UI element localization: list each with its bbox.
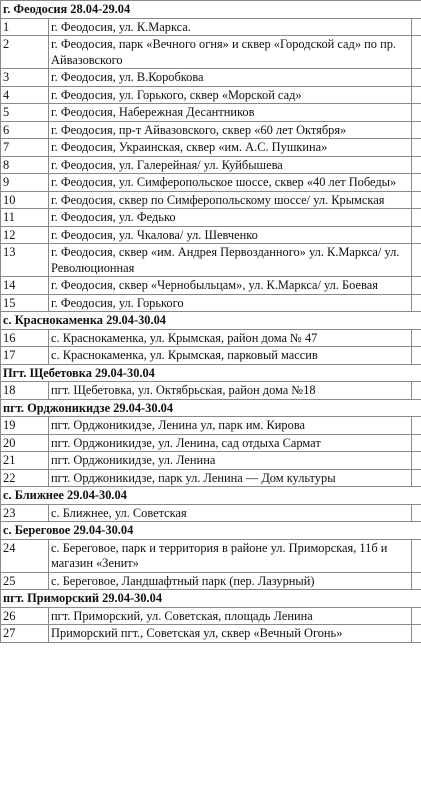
- table-row: [1, 329, 421, 347]
- row-number: 4: [1, 86, 49, 104]
- table-row: [1, 347, 421, 365]
- table-row: [1, 382, 421, 400]
- row-empty-cell: [412, 469, 421, 487]
- table-row: [1, 539, 421, 572]
- row-number: 15: [1, 294, 49, 312]
- row-number: 3: [1, 69, 49, 87]
- section-title: с. Ближнее 29.04-30.04: [1, 487, 421, 505]
- row-empty-cell: [412, 382, 421, 400]
- row-empty-cell: [412, 329, 421, 347]
- table-row: [1, 434, 421, 452]
- row-location: г. Феодосия, ул. Симферопольское шоссе, сквер «40 лет Победы»: [49, 174, 412, 192]
- row-location: г. Феодосия, сквер «им. Андрея Первозданного» ул. К.Маркса/ ул. Революционная: [49, 244, 412, 277]
- row-number: 5: [1, 104, 49, 122]
- table-row: [1, 226, 421, 244]
- section-header-row: [1, 522, 421, 540]
- section-header-row: [1, 1, 421, 19]
- row-empty-cell: [412, 18, 421, 36]
- row-number: 23: [1, 504, 49, 522]
- row-empty-cell: [412, 452, 421, 470]
- row-number: 11: [1, 209, 49, 227]
- row-empty-cell: [412, 625, 421, 643]
- row-empty-cell: [412, 209, 421, 227]
- table-row: [1, 625, 421, 643]
- row-empty-cell: [412, 417, 421, 435]
- table-row: [1, 36, 421, 69]
- row-location: с. Береговое, парк и территория в районе ул. Приморская, 11б и магазин «Зенит»: [49, 539, 412, 572]
- table-row: [1, 294, 421, 312]
- table-row: [1, 452, 421, 470]
- section-header-row: [1, 590, 421, 608]
- row-empty-cell: [412, 156, 421, 174]
- row-location: г. Феодосия, Набережная Десантников: [49, 104, 412, 122]
- row-location: г. Феодосия, ул. Галерейная/ ул. Куйбышева: [49, 156, 412, 174]
- section-header-row: [1, 364, 421, 382]
- row-location: с. Ближнее, ул. Советская: [49, 504, 412, 522]
- row-location: с. Краснокаменка, ул. Крымская, парковый массив: [49, 347, 412, 365]
- row-location: г. Феодосия, ул. Горького, сквер «Морской сад»: [49, 86, 412, 104]
- section-title: Пгт. Щебетовка 29.04-30.04: [1, 364, 421, 382]
- row-empty-cell: [412, 104, 421, 122]
- row-empty-cell: [412, 504, 421, 522]
- table-row: [1, 69, 421, 87]
- row-empty-cell: [412, 539, 421, 572]
- row-number: 2: [1, 36, 49, 69]
- table-row: [1, 417, 421, 435]
- row-empty-cell: [412, 69, 421, 87]
- row-number: 18: [1, 382, 49, 400]
- table-row: [1, 174, 421, 192]
- row-number: 27: [1, 625, 49, 643]
- row-empty-cell: [412, 226, 421, 244]
- section-title: с. Береговое 29.04-30.04: [1, 522, 421, 540]
- row-location: пгт. Щебетовка, ул. Октябрьская, район дома №18: [49, 382, 412, 400]
- row-location: Приморский пгт., Советская ул, сквер «Вечный Огонь»: [49, 625, 412, 643]
- row-empty-cell: [412, 347, 421, 365]
- row-empty-cell: [412, 572, 421, 590]
- row-number: 25: [1, 572, 49, 590]
- section-header-row: [1, 399, 421, 417]
- table-row: [1, 18, 421, 36]
- row-number: 17: [1, 347, 49, 365]
- table-row: [1, 191, 421, 209]
- table-row: [1, 209, 421, 227]
- row-location: г. Феодосия, сквер по Симферопольскому шоссе/ ул. Крымская: [49, 191, 412, 209]
- section-header-row: [1, 312, 421, 330]
- table-row: [1, 86, 421, 104]
- row-empty-cell: [412, 36, 421, 69]
- row-location: с. Краснокаменка, ул. Крымская, район дома № 47: [49, 329, 412, 347]
- row-location: г. Феодосия, Украинская, сквер «им. А.С. Пушкина»: [49, 139, 412, 157]
- table-row: [1, 244, 421, 277]
- row-number: 14: [1, 277, 49, 295]
- row-location: г. Феодосия, ул. Чкалова/ ул. Шевченко: [49, 226, 412, 244]
- row-location: пгт. Орджоникидзе, ул. Ленина: [49, 452, 412, 470]
- row-number: 10: [1, 191, 49, 209]
- row-location: с. Береговое, Ландшафтный парк (пер. Лазурный): [49, 572, 412, 590]
- row-empty-cell: [412, 607, 421, 625]
- row-empty-cell: [412, 86, 421, 104]
- row-empty-cell: [412, 191, 421, 209]
- section-title: пгт. Приморский 29.04-30.04: [1, 590, 421, 608]
- row-empty-cell: [412, 139, 421, 157]
- row-location: г. Феодосия, ул. В.Коробкова: [49, 69, 412, 87]
- row-location: пгт. Орджоникидзе, парк ул. Ленина — Дом культуры: [49, 469, 412, 487]
- row-number: 7: [1, 139, 49, 157]
- section-title: пгт. Орджоникидзе 29.04-30.04: [1, 399, 421, 417]
- table-row: [1, 139, 421, 157]
- table-row: [1, 572, 421, 590]
- row-number: 19: [1, 417, 49, 435]
- row-location: г. Феодосия, пр-т Айвазовского, сквер «60 лет Октября»: [49, 121, 412, 139]
- table-row: [1, 104, 421, 122]
- section-header-row: [1, 487, 421, 505]
- row-empty-cell: [412, 244, 421, 277]
- row-location: пгт. Орджоникидзе, Ленина ул, парк им. Кирова: [49, 417, 412, 435]
- row-number: 21: [1, 452, 49, 470]
- row-number: 20: [1, 434, 49, 452]
- row-location: пгт. Орджоникидзе, ул. Ленина, сад отдыха Сармат: [49, 434, 412, 452]
- row-empty-cell: [412, 121, 421, 139]
- row-empty-cell: [412, 434, 421, 452]
- row-number: 24: [1, 539, 49, 572]
- row-number: 16: [1, 329, 49, 347]
- row-location: г. Феодосия, ул. К.Маркса.: [49, 18, 412, 36]
- row-number: 12: [1, 226, 49, 244]
- row-location: г. Феодосия, парк «Вечного огня» и сквер «Городской сад» по пр. Айвазовского: [49, 36, 412, 69]
- row-location: г. Феодосия, ул. Федько: [49, 209, 412, 227]
- row-number: 8: [1, 156, 49, 174]
- row-location: г. Феодосия, сквер «Чернобыльцам», ул. К.Маркса/ ул. Боевая: [49, 277, 412, 295]
- section-title: с. Краснокаменка 29.04-30.04: [1, 312, 421, 330]
- table-row: [1, 156, 421, 174]
- section-title: г. Феодосия 28.04-29.04: [1, 1, 421, 19]
- row-number: 6: [1, 121, 49, 139]
- row-number: 22: [1, 469, 49, 487]
- table-row: [1, 607, 421, 625]
- row-empty-cell: [412, 174, 421, 192]
- table-row: [1, 277, 421, 295]
- locations-table-body: [1, 1, 421, 643]
- row-number: 26: [1, 607, 49, 625]
- row-location: пгт. Приморский, ул. Советская, площадь Ленина: [49, 607, 412, 625]
- row-empty-cell: [412, 294, 421, 312]
- table-row: [1, 121, 421, 139]
- row-location: г. Феодосия, ул. Горького: [49, 294, 412, 312]
- table-row: [1, 504, 421, 522]
- table-row: [1, 469, 421, 487]
- row-number: 1: [1, 18, 49, 36]
- row-empty-cell: [412, 277, 421, 295]
- row-number: 9: [1, 174, 49, 192]
- row-number: 13: [1, 244, 49, 277]
